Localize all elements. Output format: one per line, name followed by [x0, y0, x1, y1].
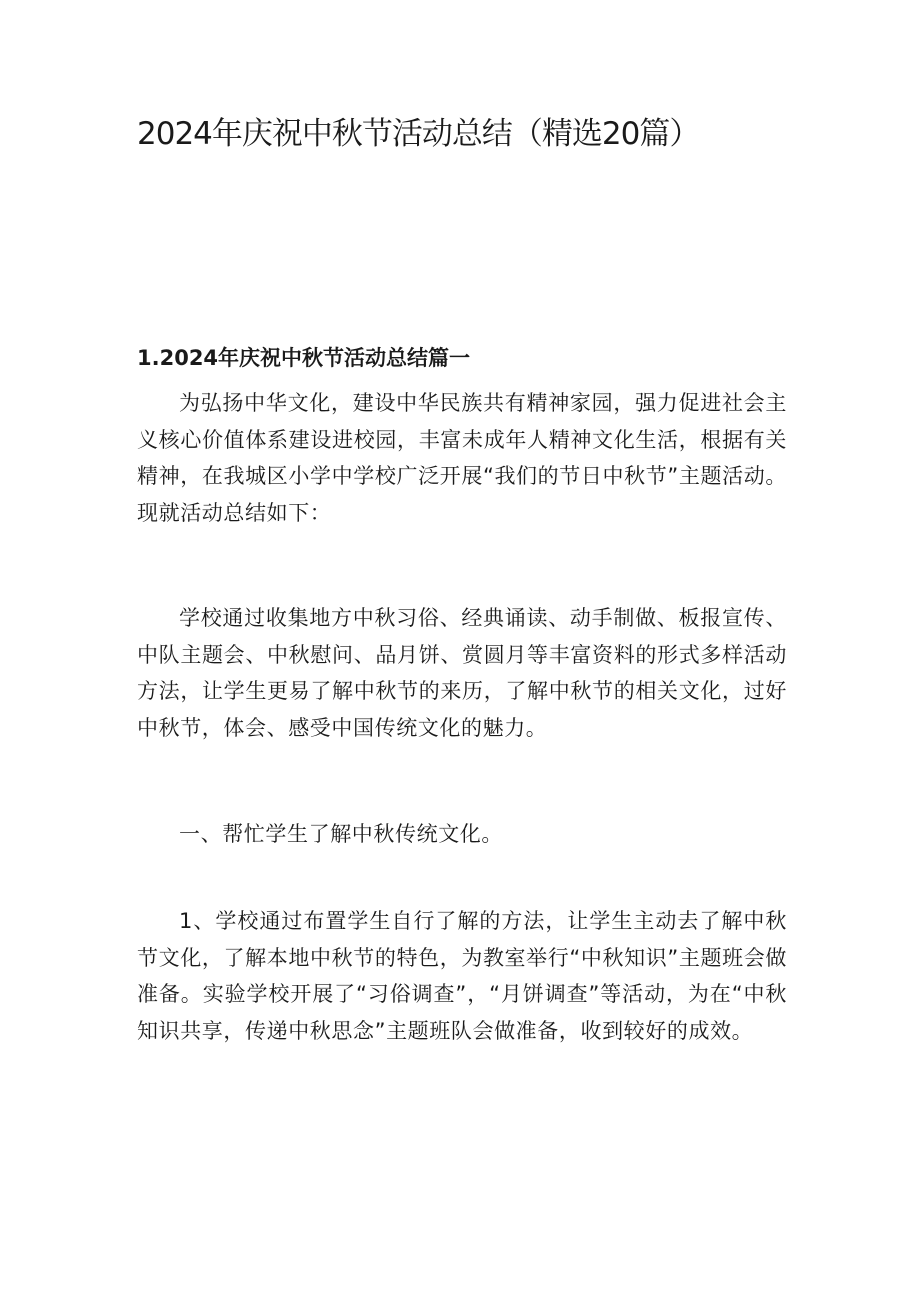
document-title: 2024年庆祝中秋节活动总结（精选20篇）	[137, 116, 700, 152]
paragraph-intro: 为弘扬中华文化，建设中华民族共有精神家园，强力促进社会主义核心价值体系建设进校园，丰富未成年人精神文化生活，根据有关精神，在我城区小学中学校广泛开展“我们的节日中秋节”主题活动。现就活动总结如下：	[137, 391, 787, 525]
section-heading: 1.2024年庆祝中秋节活动总结篇一	[137, 346, 471, 370]
paragraph-subheading: 一、帮忙学生了解中秋传统文化。	[179, 822, 503, 846]
paragraph-activities: 学校通过收集地方中秋习俗、经典诵读、动手制做、板报宣传、中队主题会、中秋慰问、品月饼、赏圆月等丰富资料的形式多样活动方法，让学生更易了解中秋节的来历，了解中秋节的相关文化，过好中秋节，体会、感受中国传统文化的魅力。	[137, 606, 787, 740]
paragraph-item-1: 1、学校通过布置学生自行了解的方法，让学生主动去了解中秋节文化，了解本地中秋节的特色，为教室举行“中秋知识”主题班会做准备。实验学校开展了“习俗调查”，“月饼调查”等活动，为在“中秋知识共享，传递中秋思念”主题班队会做准备，收到较好的成效。	[137, 909, 787, 1043]
